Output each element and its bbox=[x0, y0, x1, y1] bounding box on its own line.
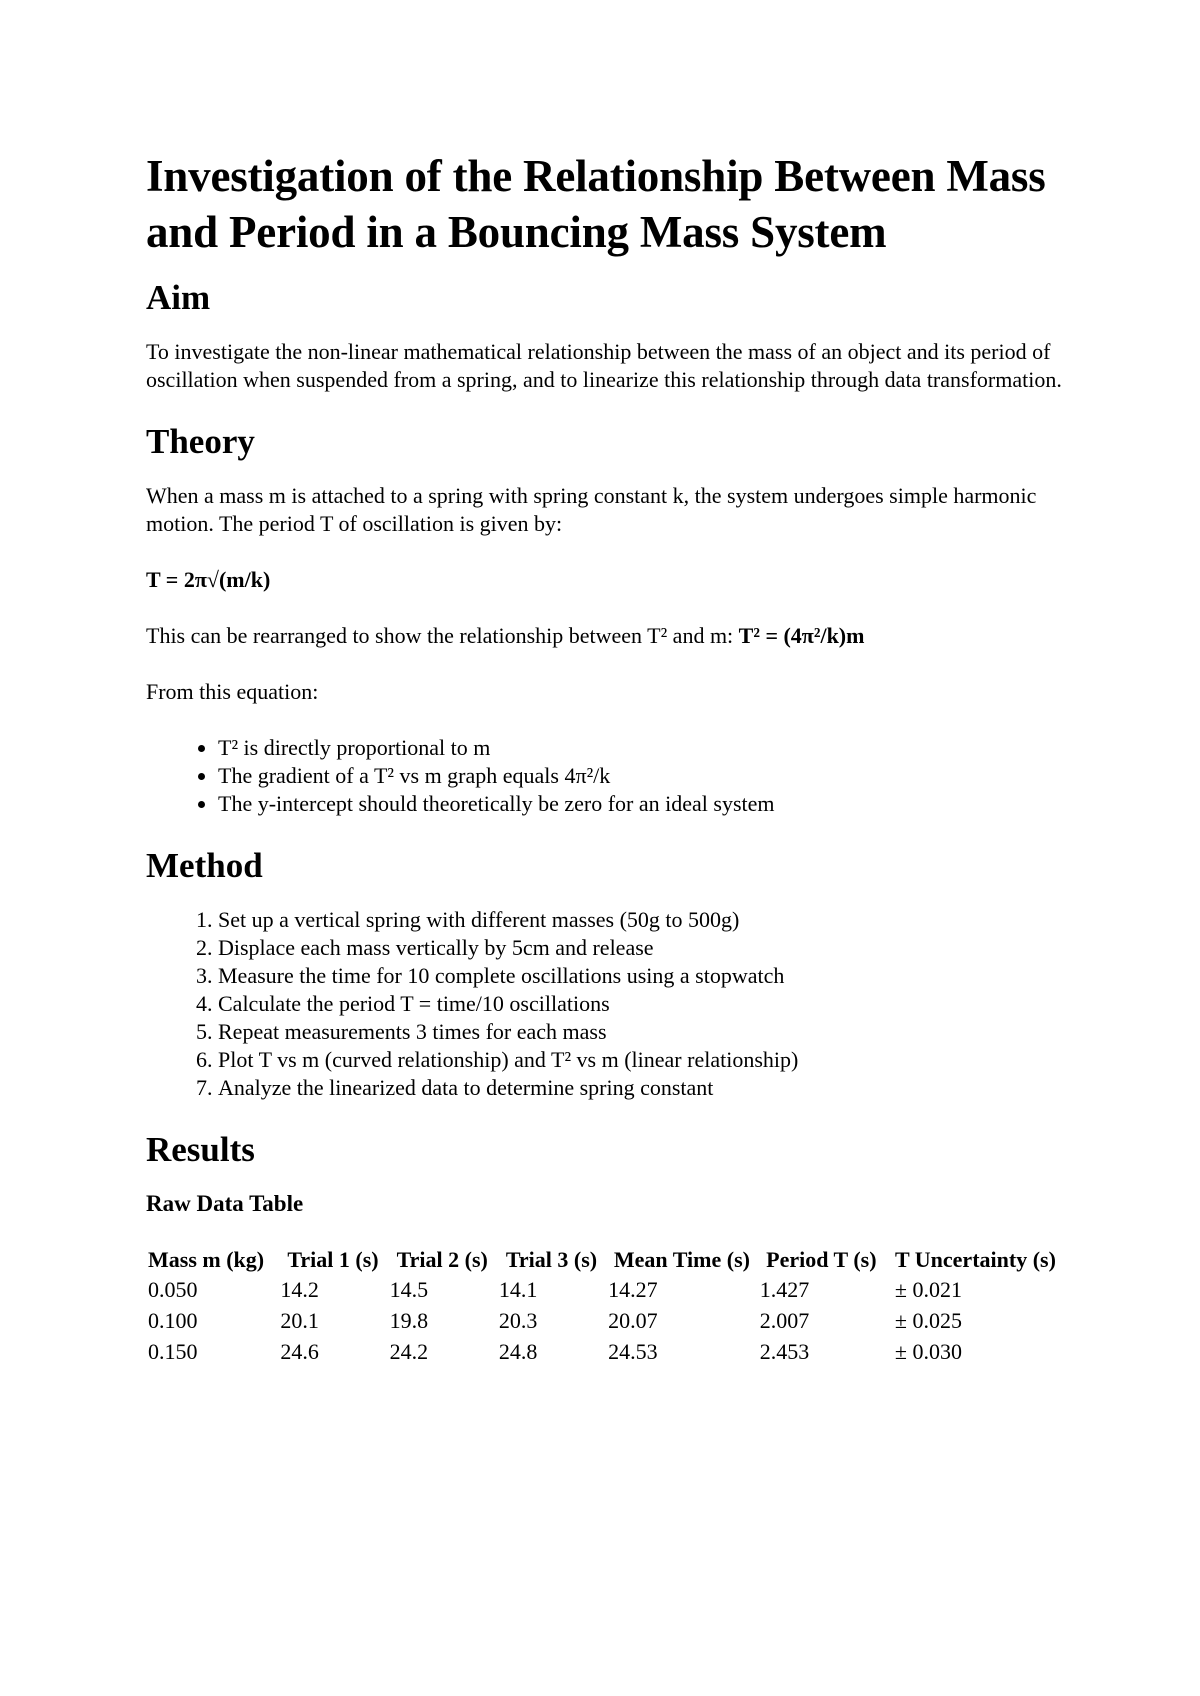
cell-period: 2.007 bbox=[759, 1307, 810, 1333]
cell-mean-time: 14.27 bbox=[608, 1276, 658, 1302]
results-section bbox=[146, 1130, 1066, 1367]
theory-intro: When a mass m is attached to a spring with spring constant k, the system undergoes simple harmonic motion. The period T of oscillation is given by: bbox=[146, 483, 1037, 536]
column-header-trial-2: Trial 2 (s) bbox=[396, 1247, 488, 1272]
method-section bbox=[146, 846, 1066, 1102]
bullet-item: • The gradient of a T² vs m graph equals 4π²/k bbox=[218, 762, 1066, 790]
cell-period: 2.453 bbox=[759, 1338, 810, 1364]
aim-heading: Aim bbox=[146, 278, 211, 317]
cell-trial-2: 24.2 bbox=[389, 1338, 429, 1364]
cell-mass: 0.050 bbox=[148, 1276, 198, 1302]
raw-data-table-title: Raw Data Table bbox=[146, 1191, 304, 1216]
aim-text: To investigate the non-linear mathematical relationship between the mass of an object and its period of oscillation when suspended from a spring, and to linearize this relationship through data transformation. bbox=[146, 339, 1062, 392]
column-header-period: Period T (s) bbox=[766, 1247, 877, 1272]
column-header-mean-time: Mean Time (s) bbox=[613, 1247, 750, 1272]
cell-uncertainty: ± 0.030 bbox=[894, 1338, 962, 1364]
rearranged-paragraph bbox=[146, 622, 1066, 650]
theory-bullet-list bbox=[146, 734, 1066, 818]
method-step: 5. Repeat measurements 3 times for each mass bbox=[218, 1018, 1066, 1046]
cell-trial-1: 20.1 bbox=[280, 1307, 319, 1333]
theory-heading: Theory bbox=[146, 422, 255, 461]
cell-mass: 0.100 bbox=[148, 1307, 198, 1333]
cell-mass: 0.150 bbox=[148, 1338, 198, 1364]
method-heading: Method bbox=[146, 846, 263, 885]
document-title: Investigation of the Relationship Between Mass and Period in a Bouncing Mass System bbox=[146, 151, 1046, 257]
method-step: 7. Analyze the linearized data to determine spring constant bbox=[218, 1074, 1066, 1102]
raw-data-table bbox=[146, 1246, 1066, 1367]
method-step-list bbox=[146, 906, 1066, 1102]
cell-mean-time: 24.53 bbox=[608, 1338, 658, 1364]
cell-trial-3: 14.1 bbox=[498, 1276, 538, 1302]
table-header-row bbox=[146, 1246, 1066, 1274]
method-step: 1. Set up a vertical spring with different masses (50g to 500g) bbox=[218, 906, 1066, 934]
method-step: 3. Measure the time for 10 complete oscillations using a stopwatch bbox=[218, 962, 1066, 990]
cell-trial-1: 24.6 bbox=[280, 1338, 319, 1364]
method-step: 2. Displace each mass vertically by 5cm and release bbox=[218, 934, 1066, 962]
cell-trial-2: 19.8 bbox=[389, 1307, 429, 1333]
column-header-mass: Mass m (kg) bbox=[148, 1247, 265, 1272]
column-header-trial-1: Trial 1 (s) bbox=[287, 1247, 379, 1272]
cell-trial-3: 24.8 bbox=[498, 1338, 538, 1364]
results-heading: Results bbox=[146, 1130, 255, 1169]
bullet-item: • T² is directly proportional to m bbox=[218, 734, 1066, 762]
table-row bbox=[146, 1274, 1066, 1305]
theory-section bbox=[146, 422, 1066, 818]
cell-uncertainty: ± 0.025 bbox=[894, 1307, 962, 1333]
method-step: 4. Calculate the period T = time/10 oscillations bbox=[218, 990, 1066, 1018]
column-header-uncertainty: T Uncertainty (s) bbox=[895, 1247, 1056, 1272]
bullet-item: • The y-intercept should theoretically be zero for an ideal system bbox=[218, 790, 1066, 818]
from-equation-text: From this equation: bbox=[146, 679, 319, 704]
cell-uncertainty: ± 0.021 bbox=[894, 1276, 962, 1302]
document-page bbox=[146, 148, 1066, 1367]
period-formula: T = 2π√(m/k) bbox=[146, 567, 271, 592]
cell-mean-time: 20.07 bbox=[608, 1307, 658, 1333]
cell-period: 1.427 bbox=[759, 1276, 810, 1302]
table-row bbox=[146, 1336, 1066, 1367]
cell-trial-2: 14.5 bbox=[389, 1276, 429, 1302]
cell-trial-1: 14.2 bbox=[280, 1276, 319, 1302]
method-step: 6. Plot T vs m (curved relationship) and T² vs m (linear relationship) bbox=[218, 1046, 1066, 1074]
column-header-trial-3: Trial 3 (s) bbox=[505, 1247, 598, 1272]
rearranged-text: This can be rearranged to show the relationship between T² and m: bbox=[146, 623, 739, 648]
rearranged-formula: T² = (4π²/k)m bbox=[738, 623, 865, 648]
aim-section bbox=[146, 278, 1066, 394]
table-row bbox=[146, 1305, 1066, 1336]
cell-trial-3: 20.3 bbox=[498, 1307, 538, 1333]
